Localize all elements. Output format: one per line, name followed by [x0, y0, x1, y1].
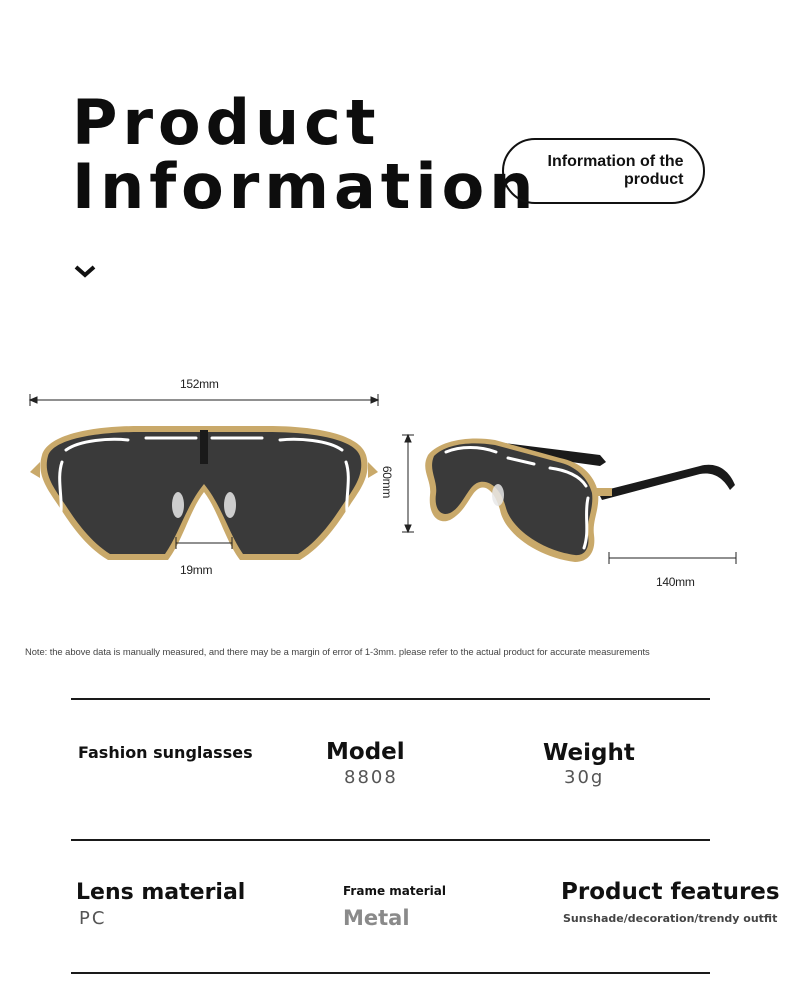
divider-bottom — [71, 972, 710, 974]
page-title-line-1: Product — [72, 86, 381, 159]
product-features-label: Product features — [561, 879, 780, 905]
bridge-dimension-line — [176, 537, 232, 549]
page-title-line-2: Information — [72, 150, 539, 223]
height-dimension-label: 60mm — [380, 465, 395, 499]
divider-middle — [71, 839, 710, 841]
info-badge — [502, 138, 705, 204]
front-view-glasses — [30, 426, 378, 560]
info-badge-text: Information of the product — [547, 153, 684, 188]
width-dimension-label: 152mm — [180, 377, 219, 391]
frame-material-value: Metal — [343, 906, 410, 930]
measurement-note: Note: the above data is manually measured, and there may be a margin of error of 1-3mm. please refer to the actual product for accurate measurements — [25, 646, 650, 657]
category-label: Fashion sunglasses — [78, 743, 253, 762]
lens-material-label: Lens material — [76, 880, 246, 905]
frame-material-label: Frame material — [343, 884, 446, 898]
divider-top — [71, 698, 710, 700]
sunglasses-diagram — [0, 370, 790, 600]
weight-label: Weight — [543, 740, 635, 766]
bridge-dimension-label: 19mm — [180, 563, 213, 577]
chevron-down-icon — [74, 264, 96, 278]
weight-value: 30g — [564, 767, 605, 788]
temple-dimension-label: 140mm — [656, 575, 695, 589]
product-features-value: Sunshade/decoration/trendy outfit — [563, 912, 778, 925]
temple-dimension-line — [609, 552, 736, 564]
lens-material-value: PC — [79, 908, 107, 929]
height-dimension-line — [402, 435, 414, 532]
width-dimension-line — [30, 394, 378, 406]
model-label: Model — [326, 739, 405, 765]
side-view-glasses — [425, 439, 735, 562]
model-value: 8808 — [344, 767, 398, 788]
